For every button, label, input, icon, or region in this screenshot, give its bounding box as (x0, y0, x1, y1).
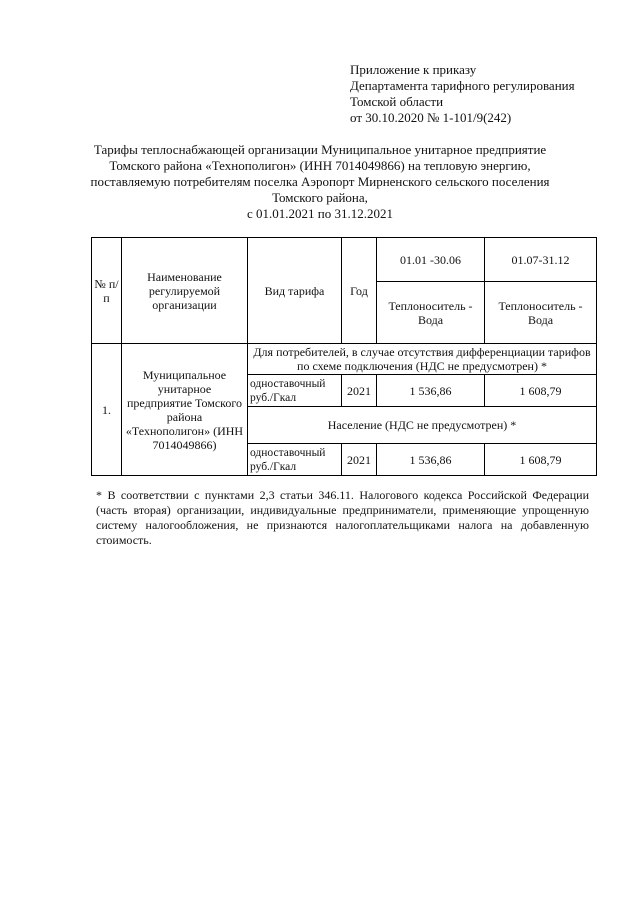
tariff-type-cell: одноставочный руб./Гкал (248, 444, 342, 476)
title-line: Тарифы теплоснабжающей организации Муниципальное унитарное предприятие (93, 142, 547, 157)
tariff-table (91, 237, 597, 476)
document-title (60, 142, 580, 222)
section-label: Для потребителей, в случае отсутствия дифференциации тарифов по схеме подключения (НДС не предусмотрен) * (248, 344, 597, 375)
title-line: с 01.01.2021 по 31.12.2021 (247, 206, 393, 221)
appendix-line: от 30.10.2020 № 1-101/9(242) (350, 110, 512, 125)
header-period2: 01.07-31.12 (485, 238, 597, 282)
value-cell: 1 536,86 (377, 444, 485, 476)
value-cell: 1 536,86 (377, 375, 485, 407)
org-name: Муниципальное унитарное предприятие Томского района «Технополигон» (ИНН 7014049866) (122, 344, 248, 476)
appendix-line: Приложение к приказу (350, 62, 477, 77)
header-carrier2: Теплоноситель - Вода (485, 282, 597, 344)
footnote: * В соответствии с пунктами 2,3 статьи 346.11. Налогового кодекса Российской Федерации (часть вторая) организации, индивидуальные предприниматели, применяющие упрощенную систему налогообложения, не признаются налогоплательщиками налога на добавленную стоимость. (96, 488, 589, 547)
year-cell: 2021 (342, 444, 377, 476)
title-line: поставляемую потребителям поселка Аэропорт Мирненского сельского поселения (90, 174, 550, 189)
value-cell: 1 608,79 (485, 444, 597, 476)
header-period1: 01.01 -30.06 (377, 238, 485, 282)
tariff-type-cell: одноставочный руб./Гкал (248, 375, 342, 407)
year-cell: 2021 (342, 375, 377, 407)
appendix-line: Томской области (350, 94, 444, 109)
title-line: Томского района, (272, 190, 368, 205)
appendix-line: Департамента тарифного регулирования (350, 78, 575, 93)
header-num: № п/п (92, 238, 122, 344)
header-year: Год (342, 238, 377, 344)
header-tariff-type: Вид тарифа (248, 238, 342, 344)
header-org: Наименование регулируемой организации (122, 238, 248, 344)
row-number: 1. (92, 344, 122, 476)
title-line: Томского района «Технополигон» (ИНН 7014049866) на тепловую энергию, (109, 158, 531, 173)
header-carrier1: Теплоноситель - Вода (377, 282, 485, 344)
section-label: Население (НДС не предусмотрен) * (248, 407, 597, 444)
appendix-header (350, 62, 575, 126)
value-cell: 1 608,79 (485, 375, 597, 407)
